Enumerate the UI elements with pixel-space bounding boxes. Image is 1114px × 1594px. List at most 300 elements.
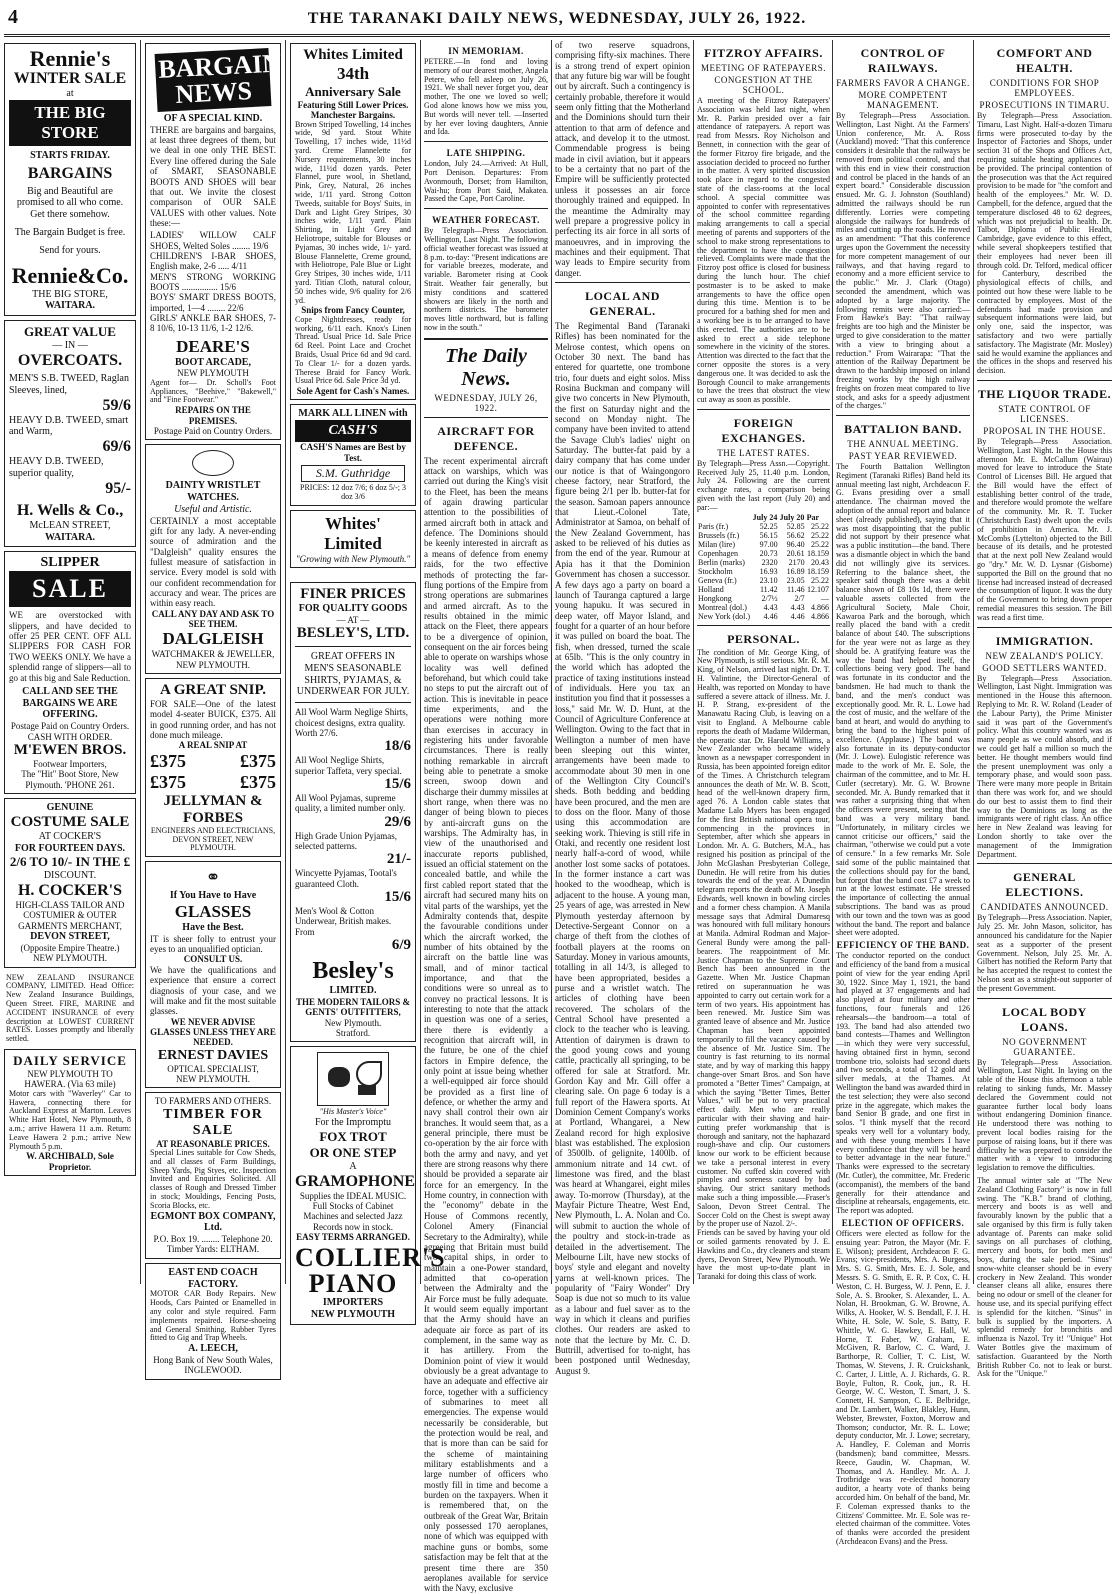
cash-names-logo: CASH'S <box>295 420 411 442</box>
slipper-sub: Footwear Importers, <box>33 758 107 769</box>
gramophone-body: Full Stocks of Cabinet Machines and selected Jazz Records now in stock. <box>303 1200 403 1232</box>
exchange-header-cell: July 24 <box>752 512 778 522</box>
liquor-body: By Telegraph—Press Association. Wellington, Last Night. In the House this afternoon Mr. E. McCallum (Wairau) moved for leave to introduce the State Control of Licenses Bill. He argued that the Bill would have the effect of establishing better control of the trade, and therefore would promote the welfare of the community. Mr. R. T. Tucker (Christchurch East) dwelt upon the evils of prohibition in America. Mr. J. McCombs (Lyttelton) objected to the Bill because of its details, and he protested that at the next poll New Zealand would go "dry." Mr. W. D. Lysnar (Gisborne) supported the Bill on the ground that no license had increased instead of decreased the consumption of liquor. It was the duty of the Government to bring down proper remedial measures this session. The Bill was read a first time. <box>977 436 1112 622</box>
band-sub: THE ANNUAL MEETING. <box>847 439 959 450</box>
rennie-budget: The Bargain Budget is free. <box>14 227 126 239</box>
divider <box>424 417 548 418</box>
costume-sub: HIGH-CLASS TAILOR AND COSTUMIER & OUTER GARMENTS MERCHANT, <box>15 900 125 931</box>
cash-sample-tape: S.M. Guthridge <box>301 465 405 482</box>
column-rule <box>693 40 694 1284</box>
exchange-rate: 4.866 <box>811 602 829 612</box>
glasses-never: WE NEVER ADVISE GLASSES UNLESS THEY ARE NEEDED. <box>150 1016 276 1048</box>
column-rule <box>832 40 833 1284</box>
reading-notices: The annual winter sale at "The New Zealand Clothing Factory" is now in full swing. The "K.B." brand of clothing, mercery and boots is as well and favourably known by the public that a sale organised by this firm is fully taken advantage of. Parents can make solid savings on all purchases of clothing, mercery and boots, for both men and boys, during the sale period. "Sinus" snow-white cleanser should be in every crockery in New Zealand. This wonder cleanser cleans all alike, ensures there being no odour or smell of the cleaner for house use, and its special purifying effect is splendid for the kitchen. "Sinus" in bulk is supplied by the importers. A splendid remedy for bronchitis and influenza is Nazol. Try it! "Unique" Hot Water Bottles give the maximum of satisfaction. Guaranteed by the North British Rubber Co. not to leak or burst. Ask for the "Unique." <box>977 1175 1112 1379</box>
exchange-rate: 25.22 <box>811 539 829 549</box>
weather-body: By Telegraph—Press Association. Wellington, Last Night. The following official weather forecast was issued at 8 p.m. to-day: "Present indications are for variable breezes, moderate, and variable. Barometer rising at Cook Strait. Weather fair generally, but misty conditions and scattered showers are likely in the north and northern districts. The barometer moves little northward, but is falling now in the south." <box>424 226 548 332</box>
bargain-body: THERE are bargains and bargains, at least three degrees of them, but we deal in one only THE BEST. Every line offered during the Sale of SMART, SEASONABLE BOOTS AND SHOES will bear that out. We invite the closest comparison of OUR SALE VALUES with other values. Note these:— <box>150 124 276 228</box>
besley-item-1: All Wool Warm Neglige Shirts, choicest designs, extra quality. Worth 27/6. <box>295 707 408 738</box>
nz-insurance-notice: NEW ZEALAND INSURANCE COMPANY, LIMITED. Head Office: New Zealand Insurance Buildings, Queen Street. FIRE, MARINE and ACCIDENT INSURANCE of every description at LOWEST CURRENT RATES. Losses promptly and liberally settled. <box>6 972 134 1044</box>
dalgleish-name: DALGLEISH <box>162 629 264 649</box>
besley-sub: THE MODERN TAILORS & GENTS' OUTFITTERS, <box>296 996 410 1018</box>
exchange-rate: 11.42 <box>759 584 778 594</box>
cash-names: CASH'S Names are Best by Test. <box>300 442 406 463</box>
bargain-line-1: LADIES' WILLOW CALF SHOES, Welted Soles ........ 19/6 <box>150 230 276 251</box>
snip-price-right: £375 <box>240 750 276 771</box>
exchange-row <box>697 612 830 621</box>
exchanges-sub: THE LATEST RATES. <box>717 447 810 458</box>
election-heading: ELECTION OF OFFICERS. <box>841 1218 965 1229</box>
efficiency-body: The conductor reported on the conduct and efficiency of the band from a musical point of view for the year ending April 30, 1922. Since May 1, 1921, the band had played at 37 engagements and had also played at four military and other functions, four funerals and 126 rehearsals—the bandroom—a total of 193. The band had also attended two band contests—Thames and Wellington—in which they were very successful, having obtained first in hymn, second trombone trio, soloists had second duets and two seconds, a total of 12 gold and silver medals, at the Thames. At Wellington the band was awarded third in the test selection; they were also second prize in the aggregate, which makes the band Senior B grade, and one first in solos. "I think myself that the record speaks very well for a voluntary body, and with these young members I have every confidence that they will be heard to better advantage in the near future." Thanks were expressed to the secretary (Mr. Cutler), the committee, Mr. Frederic (accompanist), the members of the band generally for their attendance and discipline at rehearsals, engagements, etc. The report was adopted. <box>836 951 970 1216</box>
gramophone-easy: EASY TERMS ARRANGED. <box>296 1231 410 1242</box>
glasses-body-2: We have the qualifications and experience that ensure a correct diagnosis of your case, and we will make and fit the most suitable glasses. <box>150 964 276 1017</box>
divider <box>836 415 970 416</box>
slipper-address: The "Hit" Boot Store, New Plymouth. 'PHONE 261. <box>21 769 119 790</box>
gramophone-title: GRAMOPHONE <box>295 1172 415 1190</box>
timber-po: P.O. Box 19. ........ Telephone 20. <box>153 1234 273 1245</box>
slipper-body: WE are overstocked with slippers, and have decided to offer 25 PER CENT. OFF ALL SLIPPERS FOR CASH FOR TWO WEEKS ONLY. We have a splendid range of slippers—all to go at this big and Sale Reduction. <box>9 610 131 683</box>
slipper-postage: Postage Paid on Country Orders. <box>10 721 130 732</box>
deare-name: DEARE'S <box>176 336 250 356</box>
besley-advert <box>290 582 416 1042</box>
whites-banner <box>290 510 416 568</box>
loans-sub: NO GOVERNMENT GUARANTEE. <box>1002 1036 1087 1057</box>
aircraft-continued: of two reserve squadrons, comprising fifty-six machines. There is a strong trend of expert opinion that any future big war will be fought out by aircraft. Such a contingency is certainly probable, therefore it would seem only fitting that the Motherland and the Dominions should turn their attention to that arm of defence and attack, and develop it to the utmost. Commendable progress is being made in civil aviation, but it appears to be a certainty that no part of the Empire will be sufficiently protected unless it possesses an air force thoroughly trained and equipped. In the meantime the Admiralty may well prepare a progressive policy in perfecting its air force in all sorts of manoeuvres, and in improving the machines and their equipment. That way leads to Empire security from danger. <box>555 40 690 278</box>
exchange-rate: 20.43 <box>811 557 829 567</box>
collier-name: COLLIER'S <box>295 1243 446 1273</box>
besley-price-1: 18/6 <box>384 738 411 755</box>
glasses-title-2: GLASSES <box>174 902 252 921</box>
rennie-at: at <box>66 88 74 100</box>
davies-sub: OPTICAL SPECIALIST, <box>167 1063 259 1074</box>
cash-mark: MARK ALL LINEN with <box>298 408 408 420</box>
timber-to: TO FARMERS AND OTHERS. <box>154 1096 272 1107</box>
besley-for: FOR QUALITY GOODS <box>298 602 408 614</box>
bargain-line-4: BOYS' SMART DRESS BOOTS, imported, 1—4 ........ 22/6 <box>150 292 276 313</box>
whites-body: Brown Striped Towelling, 14 inches wide, 9d yard. Stout White Towelling, 17 inches wide, 11½d yard. Creme Flannelette for Nursery requirements, 30 inches wide, 11½d dozen yards. Peter Flannel, pure wool, in Shetland, Pink, Grey, Natural, 26 inches wide, 1/11 yard. Strong Cotton Tweeds, suitable for Boys' Suits, in Dark and Light Grey Stripes, 30 inches wide, 1/11 yard. Plain Shirting, in Light Grey and Heliotrope, suitable for Blouses or Pyjamas, 30 inches wide, 1/- yard. Blouse Flannelette, Creme ground, with Heliotrope, Pale Blue or Light Grey Stripes, 30 inches wide, 1/11 yard. Titian Cloth, natural colour, 50 inches wide, 9/6 quality for 2/6 yd. <box>295 119 411 305</box>
elections-body: By Telegraph—Press Association. Napier, July 25. Mr. John Mason, solicitor, has announced his candidature for the Napier seat as a supporter of the present Government. Nelson, July 25. Mr. A. Gilbert has notified the Reform Party that he has accepted the request to contest the Nelson seat as a straight-out supporter of the present Government. <box>977 913 1112 993</box>
glasses-consult: CONSULT US. <box>183 954 243 965</box>
wells-line-1: MEN'S S.B. TWEED, Raglan Sleeves, lined, <box>9 373 129 396</box>
rennie-co: Rennie&Co. <box>11 262 129 288</box>
local-general-body: The Regimental Band (Taranaki Rifles) has been nominated for the Melrose contest, which opens on October 30 next. The band has entered for quartette, one trombone trio, four duets and eight solos. Miss Rosina Buckman and company will give two concerts in New Plymouth, the first on Saturday night and the second on Monday night. The company have been invited to attend the Savage Club's ladies' night on Saturday. The butter-fat paid by a dairy company that has come under our notice is that of Waingongoro cheese factory, near Stratford, the figure being 2/1 per lb. butter-fat for the season. Samoan papers announce that Lieut.-Colonel Tate, Administrator at Samoa, on behalf of the New Zealand Government, has asked to be relieved of his duties as from the end of the year. Rumour at Apia has it that the Dominion Government has chosen a successor. A few days ago a party on board a launch of Tauranga captured a large young hapuku. It was secured in deep water, off Mayor Island, and fought for a quarter of an hour before it was pulled on board the boat. The fish, when dressed, turned the scale at 65lb. "This is the only country in the world which has adopted the practice of taxing institutions instead of individuals. Here you tax an institution you find that it possesses a loss," said Mr. W. D. Hunt, at the Council of Agriculture Conference at Wellington. Owing to the fact that in Wellington a number of men have been sleeping out this winter, arrangements have been made to accommodate about 30 men in one of the Wellington City Council's sheds. Both bedding and bedding have been procured, and the men are to doss on the floor. Many of those using this accommodation are seeking work. Thieving is still rife in Otaki, and recently one resident lost nearly half-a-cord of wood, while another lost some sacks of potatoes. In the former instance a cart was hooked to the woodheap, which is adjacent to the house. A young man, 25 years of age, was arrested in New Plymouth yesterday afternoon by Detective-Sergeant Connor on a charge of theft from the clothes of football players at the rooms on Saturday. Money in various amounts, totalling in all 14/3, is alleged to have been appropriated, besides a purse and a wristlet watch. The articles of clothing have been recovered. The scholars of the Central School have presented a clock to the teacher who is leaving. Attention of dairymen is drawn to the good young cows and young cattle, practically all springing, to be offered for sale at Stratford. Mr. Gordon Kay and Mr. Gill offer a clearing sale. On page 6 today is a full report of the Hawera sports. At Dominion Cement Company's works at Portland, Whangarei, a New Zealand record for high explosive blast was established. The explosion of 3500lb. of gelignite, 1400lb. of ammonium nitrate and 14 cwt. of limestone was fired, and the blast was heard at Whangarei, eight miles away. To-morrow (Thursday), at the Mayfair Picture Theatre, West End, New Plymouth, L. A. Nolan and Co. will submit to auction the whole of the poultry and stock-in-trade as detailed in the advertisement. The Melbourne Lilt, have new stocks of boys' style and elegant and novelty yarns at well-known prices. The popularity of "Fairy Wonder" Dry Soap is due not so much to its value as a labour and fuel saver as to the way in which it cleans and purifies clothes. Our readers are asked to note that the lecture by Mr. C. D. Buttrill, advertised for to-night, has been postponed until Wednesday, August 9. <box>555 320 690 1376</box>
exchanges-heading: FOREIGN EXCHANGES. <box>721 415 806 445</box>
exchange-rate: 25.22 <box>811 530 829 540</box>
timber-title: TIMBER FOR SALE <box>163 1106 263 1138</box>
shipping-body: London, July 24.—Arrived: At Hull, Port Denison. Departures: From Avonmouth, Dorset; from Hamilton, Wai-hu; from Port Said, Makatea. Passed the Cape, Port Caroline. <box>424 159 548 204</box>
column-rule <box>420 40 421 1284</box>
costume-for: FOR FOURTEEN DAYS. <box>14 842 126 854</box>
page-number: 4 <box>8 6 18 28</box>
divider <box>977 627 1112 628</box>
liquor-sub-2: PROPOSAL IN THE HOUSE. <box>983 425 1106 436</box>
glasses-advert <box>145 861 281 1088</box>
deare-sub: BOOT ARCADE, <box>175 356 251 368</box>
health-sub: CONDITIONS FOR SHOP EMPLOYEES. <box>989 78 1100 98</box>
rennie-sale: WINTER SALE <box>13 70 127 88</box>
fitzroy-body: A meeting of the Fitzroy Ratepayers' Association was held last night, when Mr. R. Parkin presided over a fair attendance of ratepayers. A report was read from Messrs. Roy Nicholson and Bennett, in connection with the gear of the former Fitzroy fire brigade, and the association decided to proceed no further in the matter. A very spirited discussion took place in regard to the congested state of the class-rooms at the local school. A special committee was appointed to confer with representatives of the school committee regarding making arrangements to call a special meeting of parents and supporters of the school to make strong representations to the department to have the congestion relieved. Complaints were made that the Fitzroy post office is closed for business during the lunch hour. The chief postmaster is to be asked to make arrangements to have the office open during this time. Mention is to be procured for a bathing shed for men and a working bee is to be arranged to have this erected. The authorities are to be asked to erect a side telephone somewhere in the vicinity of the stores. Attention was directed to the fact that the corner opposite the stores is a very dangerous one. It was decided to ask the Borough Council to make arrangements to have the trees that obstruct the view cut away as soon as possible. <box>697 96 830 405</box>
liquor-sub: STATE CONTROL OF LICENSES. <box>998 403 1091 424</box>
exchange-rows <box>697 522 830 621</box>
wells-advert <box>4 320 136 547</box>
election-body: Officers were elected as follow for the ensuing year: Patron, the Mayor (Mr. F. E. Wilson); president, Archdeacon F. G. Evans; vice-presidents, Mrs. A. Burgess, Mrs. S. G. Smith, Mrs. E. J. Sole, and Messrs. S. G. Smith, E. R. P. Cox, C. H. Weston, C. H. Burgess, W. J. Penn, E. J. Sole, A. S. Brooker, S. Alexander, L. A. Nolan, H. Brookman, G. W. Browne, A. Wilks, A. Hooker, W. S. Bendall, F. J. H. White, H. Sole, W. Sole, S. Batty, F. Whittle, W. G. Hawkey, E. Hall, W. Horne, T. Faber, W. Graham, E. McGiven, R. Barlow, C. C. Ward, J. Barthorpe, R. Collier, T. C. List, W. Thomas, W. Stevens, J. R. Cruickshank, C. Carter, J. Little, A. J. Richards, G. R. Boyle, Fulton, R. Cook, jun., R. H. George, W. C. Weston, T. Smart, J. S. Connett, H. Sampson, C. E. Belbridge, and Dr. Lambert, Walker, Blakley, Hunn, Webster, Brewster, Foxton, Morrow and Thomson; conductor, Mr. R. L. Lowe; deputy conductor, Mr. J. Lowe; secretary, A. Handley, F. Coleman and Morris (bandsmen); band committee, Messrs. Reece, Gaudin, W. Chapman, W. Thomas, and A. Handley. Mr. A. J. Trotbridge was re-elected honorary auditor, a hearty vote of thanks being accorded him. On behalf of the band, Mr. F. Coleman expressed thanks to the Citizens' Committee. Mr. E. Sole was re-elected chairman of the committee. Votes of thanks were accorded the president (Archdeacon Evans) and the Press. <box>836 1229 970 1546</box>
besley-price-3: 29/6 <box>384 813 411 830</box>
immigration-body: By Telegraph—Press Association. Wellington, Last Night. Immigration was mentioned in the House this afternoon. Replying to Mr. R. W. Roland (Leader of the Labour Party), the Prime Minister said it was part of the Government's policy. What this country wanted was as many people as we could absorb, and if we could get half a million so much the better. He thought members would find the present unemployment was only a temporary phase, and would soon pass. There were many more people in Britain than there was work for, and we should do our best to assist them to find their way to the Dominions as long as the immigrants were of right class. An office here in New Zealand was leaving for London shortly to take over the management of the Immigration Department. <box>977 673 1112 859</box>
costume-discount-range: 2/6 TO 10/- IN THE £ <box>9 854 131 870</box>
gramophone-for: For the Impromptu <box>314 1117 392 1129</box>
exchange-rate: 56.15 <box>759 530 778 540</box>
besley-price-4: 21/- <box>386 851 411 868</box>
collier-town: NEW PLYMOUTH <box>310 1309 396 1321</box>
besley-offers: GREAT OFFERS IN MEN'S SEASONABLE SHIRTS, PYJAMAS, & UNDERWEAR FOR JULY. <box>296 651 410 698</box>
local-general-heading: LOCAL AND GENERAL. <box>585 288 660 318</box>
column-3 <box>288 40 446 1321</box>
rennie-co-sub: THE BIG STORE, <box>32 288 108 300</box>
wells-line-2: HEAVY D.B. TWEED, smart and Warm, <box>9 414 129 438</box>
exchange-rate: 2170 <box>788 557 805 567</box>
memoriam-body: PETERE.—In fond and loving memory of our dearest mother, Angela Petere, who fell asleep on July 26, 1921. We shall never forget you, dear mother, The one we loved so well; God alone knows how we miss you, But words will never tell. —Inserted by her ever loving daughters, Annie and Ida. <box>424 57 548 137</box>
aircraft-heading: AIRCRAFT FOR DEFENCE. <box>437 423 535 453</box>
costume-sale: COSTUME SALE <box>10 813 130 830</box>
costume-opposite: (Opposite Empire Theatre.) <box>20 942 120 953</box>
exchange-centre: Copenhagen <box>698 548 738 558</box>
exchange-rate: 2/7½ <box>761 593 778 603</box>
immigration-heading: IMMIGRATION. <box>995 633 1094 648</box>
exchange-rate: 11.46 <box>786 584 805 594</box>
whites-anniversary: Anniversary Sale <box>305 84 401 99</box>
railways-heading: CONTROL OF RAILWAYS. <box>860 46 946 75</box>
exchange-rate: 18.159 <box>807 548 829 558</box>
slipper-sale: SALE <box>9 571 131 607</box>
besley-item-6: Men's Wool & Cotton Underwear, British makes. From <box>295 906 392 937</box>
collier-piano: PIANO <box>308 1269 398 1299</box>
spectacles-icon: ⚭ <box>205 867 221 888</box>
gramophone-sub: Supplies the IDEAL MUSIC. <box>299 1190 407 1201</box>
divider <box>977 380 1112 381</box>
exchange-rate: 96.40 <box>786 539 805 549</box>
exchange-centre: Brussels (fr.) <box>698 530 740 540</box>
besley-price-5: 15/6 <box>384 889 411 906</box>
divider <box>295 702 411 703</box>
exchange-row <box>697 585 830 594</box>
bargain-line-5: GIRLS' ANKLE BAR SHOES, 7-8 10/6, 10-13 11/6, 1-2 12/6. <box>150 312 276 334</box>
exchange-rate: 2/7 <box>794 593 805 603</box>
watch-body: CERTAINLY a most acceptable gift for any lady. A never-ending source of admiration and the "Dalgleish" quality ensures the fullest measure of satisfaction in service. Every model is sold with our confident recommendation for accuracy and wear. The prices are within easy reach. <box>150 515 276 609</box>
fitzroy-sub: MEETING OF RATEPAYERS. <box>700 63 827 73</box>
deare-agent: Agent for— Dr. Scholl's Foot Appliances, "Beehive," "Bakewell," and "Fine Footwear." <box>150 377 276 405</box>
snip-price-left-2: £375 <box>150 771 186 792</box>
health-sub-2: PROSECUTIONS IN TIMARU. <box>979 100 1110 110</box>
masthead-rule <box>4 34 1110 37</box>
glasses-title-3: Have the Best. <box>182 922 244 933</box>
wells-price-2: 69/6 <box>102 438 131 456</box>
rennie-starts: STARTS FRIDAY. <box>30 149 110 161</box>
timber-at: AT REASONABLE PRICES. <box>156 1138 270 1149</box>
column-6 <box>697 40 830 1284</box>
gramophone-a: A <box>349 1160 357 1172</box>
coach-body: MOTOR CAR Body Repairs. New Hoods, Cars Painted or Enamelled in any color and style required. Farm implements repaired. Horse-shoeing and General Smithing. Rubber Tyres fitted to Gig and Trap Wheels. <box>150 1289 276 1343</box>
exchange-header-row <box>697 513 830 522</box>
whites-slogan: "Growing with New Plymouth." <box>295 553 411 564</box>
exchange-rate: 20.61 <box>786 548 805 558</box>
whites-name: Whites Limited <box>303 47 403 63</box>
railways-body: By Telegraph—Press Association. Wellington, Last Night. At the Farmers' Union conference, Mr. A. Ross (Auckland) moved: "That this conference considers it desirable that the railways be removed from political control, and that with this end in view their construction and control be placed in the hands of an expert board." Considerable discussion ensued. Mr. G. J. Johnston (Southland) admitted the railways should be run differently. Lorries were competing alongside the railways for hundreds of miles and cutting up the roads. He moved as an amendment: "That this conference urges upon the Government the necessity for more competent management of our railways, and that having regard to economy and a more efficient service to the public." Mr. J. Clark (Otago) seconded the amendment, which was adopted by a large majority. The following remits were also carried:— From Hawke's Bay: "That railway freights are too high and the Minister be urged to give consideration to the matter with a view to bringing about a reduction." From Wairarapa: "That the attention of the Railway Department be drawn to the hardship imposed on inland freezing works by the high railway freights on frozen meat compared to live stock, and asks for a speedy adjustment of the charges." <box>836 111 970 411</box>
column-rule <box>285 40 286 1284</box>
loans-heading: LOCAL BODY LOANS. <box>1002 1004 1087 1034</box>
gramophone-advert <box>290 1046 446 1325</box>
bargain-line-3: MEN'S STRONG WORKING BOOTS ................ 15/6 <box>150 271 276 292</box>
weather-heading: WEATHER FORECAST. <box>432 215 540 226</box>
exchange-rate: 23.10 <box>759 575 778 585</box>
slipper-title: SLIPPER <box>40 555 100 571</box>
divider <box>697 409 830 410</box>
exchange-row <box>697 567 830 576</box>
dalgleish-advert <box>145 444 281 674</box>
besley-item-3: All Wool Pyjamas, supreme quality, a limited number only. <box>295 792 406 814</box>
divider <box>295 646 411 647</box>
fitzroy-heading: FITZROY AFFAIRS. <box>704 46 823 60</box>
wells-price-1: 59/6 <box>102 396 131 414</box>
wells-address: McLEAN STREET, <box>29 519 111 531</box>
gramophone-his-masters-voice: "His Master's Voice" <box>319 1107 387 1117</box>
immigration-sub-2: GOOD SETTLERS WANTED. <box>982 662 1107 673</box>
gramophone-fox: FOX TROT <box>319 1128 387 1144</box>
coach-factory-advert <box>145 1263 281 1380</box>
memoriam-heading: IN MEMORIAM. <box>448 46 524 56</box>
exchange-centre: Paris (fr.) <box>698 521 729 531</box>
exchange-header-cell: Par <box>806 512 820 522</box>
daily-service-sub: NEW PLYMOUTH TO HAWERA. (Via 63 mile) <box>24 1069 116 1090</box>
rennie-name: Rennie's <box>29 46 111 71</box>
costume-genuine: GENUINE <box>46 801 94 813</box>
exchange-rate: 12.107 <box>807 584 829 594</box>
daily-service-title: DAILY SERVICE <box>13 1053 127 1069</box>
divider <box>424 141 548 142</box>
besley-limited: LIMITED. <box>329 985 377 997</box>
railways-sub-2: MORE COMPETENT MANAGEMENT. <box>858 90 948 110</box>
collier-importers: IMPORTERS <box>322 1297 384 1309</box>
slipper-name: M'EWEN BROS. <box>13 741 127 758</box>
exchange-row <box>697 549 830 558</box>
gramophone-or: OR ONE STEP <box>309 1144 397 1160</box>
deare-town: NEW PLYMOUTH <box>177 368 249 379</box>
divider <box>424 208 548 209</box>
exchange-rate: — <box>821 593 829 603</box>
wells-name: H. Wells & Co., <box>16 501 124 519</box>
exchange-row <box>697 522 830 531</box>
exchange-header-cell: July 20 <box>779 512 805 522</box>
wells-town: WAITARA. <box>44 531 96 543</box>
personal-body: The condition of Mr. George King, of New Plymouth, is still serious. Mr. R. M. King, of Nelson, arrived last night. Dr. T. H. Valintine, the Director-General of Health, was reported on Monday to have suffered a severe attack of illness. Mr. J. H. P. Strang, ex-president of the Manawatu Racing Club, is leaving on a visit to England. A Melbourne cable reports the death of Madame Wilderman, the operatic star. Dr. Harold Williams, a New Zealander who became widely known as a newspaper correspondent in Russia, has been appointed foreign editor of the Times. A Christchurch telegram announces the death of Mr. W. B. Scott, head of the well-known drapery firm, aged 76. A London cable states that Madame Lalo Myers has been engaged for the first British national opera tour, commencing in the provinces in September, after which she appears in London. Mr. A. G. Butchers, M.A., has resigned his position as principal of the John McGlashan Presbyterian College, Dunedin. He will retire from his duties towards the end of the year. A Dunedin telegram reports the death of Mr. Joseph Edwards, well known in bowling circles and a former chess champion. A Manila message says that Admiral Dumaresq was honoured with full military honours at Manila. Admiral Rodman and Major-General Bundy were among the pall-bearers. The reappointment of Mr. Justice Chapman to the Supreme Court Bench has been announced in the Gazette. When Mr. Justice Chapman retired on superannuation he was appointed to carry out certain work for a term of two years. His appointment has been renewed. Mr. Justice Sim was granted leave of absence and Mr. Justice Chapman has been appointed temporarily to fill the vacancy caused by the absence of Mr. Justice Sim. The country is fast returning to its normal state, and by way of marking this happy change-over Smart Bros. and Son have promoted a "Better Times" Campaign, at which the saying "Better Times, Better Values," will be put to very practical effect daily. Men who are really particular with their shaving and hair-cutting prefer workmanship that is thorough and sanitary, not the haphazard rough-shave and clip. Our customers know our work to be efficient because we take a personal interest in every customer. No cuffed skin covered with pimples and soreness caused by bad shaving. Our strict sanitary methods make such a thing impossible.—Fraser's Saloon, Devon Street Central. The Soccer Cold on the Chest is swept away by the proper use of Nazol. 2/-. <box>697 647 830 1229</box>
column-4 <box>424 40 548 1594</box>
exchange-rate: 23.05 <box>786 575 805 585</box>
watch-call: CALL ANY DAY AND ASK TO SEE THEM. <box>151 608 275 630</box>
snip-body: FOR SALE—One of the latest model 4-seater BUICK, £375. All in good running order, and has not done much mileage. <box>150 699 276 741</box>
snip-price-right-2: £375 <box>240 771 276 792</box>
costume-discount: DISCOUNT. <box>43 870 97 882</box>
dalgleish-address: WATCHMAKER & JEWELLER, NEW PLYMOUTH. <box>151 649 275 670</box>
his-masters-voice-logo <box>317 1052 389 1106</box>
railways-sub: FARMERS FAVOR A CHANGE. <box>836 78 970 88</box>
whites-agent: Sole Agent for Cash's Names. <box>296 386 410 397</box>
costume-advert <box>4 798 136 968</box>
cash-names-advert <box>290 404 416 505</box>
health-heading: COMFORT AND HEALTH. <box>996 46 1093 75</box>
watch-title: DAINTY WRISTLET WATCHES. <box>165 480 261 504</box>
whites-snips: Snips from Fancy Counter, <box>301 305 405 316</box>
daily-service-name: W. ARCHIBALD, Sole Proprietor. <box>26 1151 114 1172</box>
exchange-centre: Berlin (marks) <box>698 557 745 567</box>
besley-price-2: 15/6 <box>384 775 411 792</box>
exchange-rate: 52.85 <box>786 521 805 531</box>
besley-at: — AT — <box>336 614 370 625</box>
rennie-body: Big and Beautiful are promised to all who come. Get there somehow. <box>16 185 124 221</box>
exchange-centre: Geneva (fr.) <box>698 575 737 585</box>
snip-title: A GREAT SNIP. <box>159 682 266 699</box>
whites-big-name: Whites' Limited <box>324 513 382 553</box>
column-2 <box>143 40 283 1376</box>
elections-heading: GENERAL ELECTIONS. <box>1005 870 1084 900</box>
elections-sub: CANDIDATES ANNOUNCED. <box>980 902 1109 913</box>
health-body: By Telegraph—Press Association. Timaru, Last Night. Half-a-dozen Timaru firms were prosecuted to-day by the Inspector of Factories and Shops, under section 31 of the Shops and Offices Act, requiring suitable heating appliances to be provided. The principal contention of the prosecution was that the Act required provision to be made for "the comfort and health of the employees." Mr. W. D. Campbell, for the defence, argued that the temperature disclosed 48 to 62 degrees, which was not prejudicial to health. Dr. Talbot, Diploma of Public Health, Cambridge, gave evidence to this effect, while several shopkeepers testified that their employees had never been ill through cold. Dr. Telford, medical officer for Canterbury, described the physiological effects of chills, and pointed out how these were liable to be contracted by employees. Most of the defendants had made provision and subsequent informations were laid, but only one, said the inspector, was satisfactory and two were partially satisfactory. The Magistrate (Mr. Mosley) said he would examine the appliances and the offices in the shops and reserved his decision. <box>977 111 1112 376</box>
personal-heading: PERSONAL. <box>727 631 800 646</box>
exchange-rate: 4.46 <box>790 611 805 621</box>
exchange-rate: 18.159 <box>807 566 829 576</box>
costume-name: H. COCKER'S <box>17 882 122 900</box>
divider <box>977 998 1112 999</box>
bargain-special: OF A SPECIAL KIND. <box>163 113 263 124</box>
timber-advert <box>145 1092 281 1259</box>
exchange-rate: 52.25 <box>759 521 778 531</box>
daily-service-advert <box>4 1049 136 1176</box>
exchange-row <box>697 576 830 585</box>
costume-street: DEVON STREET, <box>30 931 110 943</box>
bargain-news-title: BARGAIN NEWS <box>155 48 272 112</box>
besley-stratford: Stratford. <box>335 1027 371 1038</box>
whites-34th: 34th <box>336 64 370 83</box>
snip-prices <box>150 751 276 772</box>
column-1 <box>2 40 138 1284</box>
exchange-centre: Stockholm <box>698 566 733 576</box>
besley-item-2: All Wool Neglige Shirts, superior Taffeta, very special. <box>295 755 402 776</box>
paper-nameplate: The Daily News. <box>445 344 527 390</box>
exchange-rates-table <box>697 513 830 621</box>
wells-great: GREAT VALUE <box>24 324 116 340</box>
exchange-rate: 4.43 <box>790 602 805 612</box>
cash-prices: PRICES: 12 doz 7/6; 6 doz 5/-; 3 doz 3/6 <box>300 482 406 501</box>
divider <box>697 625 830 626</box>
aircraft-body: The recent experimental aircraft attack on warships, which was carried out during the King's visit to the Fleet, has been the means of again drawing particular attention to the possibilities of armed aircraft both in attack and defence. The Dominions should be keenly interested in aircraft as a means of defence from enemy raids, for the two effective methods of protecting the far-flung portions of the Empire from strong operations are submarines and armed aircraft. As to the results obtained in the mimic attack on the Fleet, there appears to be a divergence of opinion, consequent on the air forces being able to operate on warships whose locality was well defined beforehand, but which could take no steps to put the aircraft out of action. This is inevitable in peace time experiments, and the operations were nothing more than exercises in accuracy in registering hits under favorable circumstances. There is really nothing remarkable in aircraft being able to penetrate a smoke screen, swoop down and discharge their dummy missiles at short range, when there was no danger of being blown to pieces by anti-aircraft guns on the warships. The Admiralty has, in view of the unauthorised and inaccurate reports published, issued an official statement on the concealed battle, and while the first cabled report stated that the aircraft had secured many hits on vital parts of the warships, yet the Admiralty contends that, despite the favourable conditions under which the aircraft worked, the number of hits obtained by the aircraft on the battle line was small, and of minor tactical importance, and that the conditions were so unreal as to convey no practical lessons. It is interesting to note that the attack in question was one of a series, there there is evidently a recognition that aircraft will, in the future, be one of the chief factors in Empire defence, the only point at issue being whether a well-equipped air force should be provided as a first line of defence, or whether the army and navy shall control their own air branches. It would seem that, as a general principle, there must be co-operation by the air force with both the army and navy, and yet there are strong reasons why there should be provided a separate air force for an emergency. In the Home country, in connection with the "economy" debate in the House of Commons recently, Colonel Amery (Financial Secretary to the Admiralty), while agreeing that Britain must build two capital ships, in order to maintain a one-Power standard, admitted that co-operation between the Admiralty and the Air Force must be fully adequate. It would seem equally important that the Army should have an adequate air force as part of its complement, in the same way as it has artillery. From the Dominion point of view it would obviously be a great advantage to have an adequate and effective air force, together with a sufficiency of submarines to meet all emergencies. The expense would necessarily be considerable, but the protection would be real, and that is more than can be said for the scheme of maintaining military establishments and a large number of officers who mostly fill in time and become a burden on the taxpayers. When it is remembered that, on the outbreak of the Great War, Britain only possessed 170 aeroplanes, none of which was equipped with machine guns or bombs, some satisfaction may be felt that at the present time there are 350 aeroplanes available for service with the Navy, exclusive <box>424 455 548 1594</box>
daily-service-body: Motor cars with "Waverley" Car to Hawera, connecting there for Auckland Express at Marton. Leaves White Hart Hotel, New Plymouth, 8 a.m.; arrive Hawera 11 a.m. Return: Leave Hawera 2 p.m.; arrive New Plymouth 5 p.m. <box>9 1088 131 1151</box>
column-5 <box>555 40 690 1376</box>
glasses-body: IT is sheer folly to entrust your eyes to an unqualified optician. <box>150 933 276 955</box>
egmont-name: EGMONT BOX COMPANY, Ltd. <box>150 1210 276 1234</box>
watch-sub: Useful and Artistic. <box>174 503 252 515</box>
besley-item-5: Wincyette Pyjamas, Tootal's guaranteed Cloth. <box>295 868 397 889</box>
besley-town: New Plymouth. <box>324 1017 382 1028</box>
glasses-title-1: If You Have to Have <box>169 890 257 902</box>
exchange-rate: 97.00 <box>759 539 778 549</box>
divider <box>424 338 548 340</box>
divider <box>555 282 690 283</box>
snip-prices-2 <box>150 772 276 793</box>
loans-body: By Telegraph—Press Association. Wellington, Last Night. In laying on the table of the House this afternoon a table relating to sinking funds, Mr. Massey declared the Government could not guarantee further local body loans without endangering Dominion finance. He understood there was nothing to prevent local bodies raising for the purpose of raising loans, but if there was difficulty he was prepared to consider the matter with a view to introducing legislation to remove the difficulties. <box>977 1057 1112 1173</box>
leech-name: A. LEECH, <box>188 1343 238 1355</box>
exchange-row <box>697 540 830 549</box>
bargain-news-advert <box>145 43 281 440</box>
paper-date: WEDNESDAY, JULY 26, 1922. <box>434 392 538 413</box>
exchange-rate: 25.22 <box>811 521 829 531</box>
davies-town: NEW PLYMOUTH. <box>176 1073 250 1084</box>
column-rule <box>551 40 552 1284</box>
snip-price-left: £375 <box>150 750 186 771</box>
rennie-store: THE BIG STORE <box>9 100 131 146</box>
efficiency-heading: EFFICIENCY OF THE BAND. <box>836 940 970 951</box>
jellyman-sub: ENGINEERS AND ELECTRICIANS, DEVON STREET, NEW PLYMOUTH. <box>150 825 276 853</box>
costume-at: AT COCKER'S <box>38 830 102 842</box>
rennie-bargains: BARGAINS <box>27 164 113 182</box>
exchange-row <box>697 531 830 540</box>
slipper-call: CALL AND SEE THE BARGAINS WE ARE OFFERING. <box>22 685 118 721</box>
wells-line-3: HEAVY D.B. TWEED, superior quality, <box>9 456 104 480</box>
besley-name: BESLEY'S, LTD. <box>296 625 410 642</box>
immigration-sub: NEW ZEALAND'S POLICY. <box>985 650 1104 661</box>
fitzroy-sub-2: CONGESTION AT THE SCHOOL. <box>714 75 813 95</box>
exchange-rate: 2320 <box>761 557 778 567</box>
deare-postage: Postage Paid on Country Orders. <box>153 425 273 436</box>
column-rule <box>140 40 141 1284</box>
wells-overcoats: OVERCOATS. <box>17 352 123 370</box>
davies-name: ERNEST DAVIES <box>157 1047 269 1063</box>
column-8 <box>977 40 1112 1379</box>
exchange-rate: 20.73 <box>759 548 778 558</box>
exchange-row <box>697 558 830 567</box>
exchange-rate: 4.46 <box>763 611 778 621</box>
exchange-rate: 56.62 <box>786 530 805 540</box>
exchange-rate: 4.866 <box>811 611 829 621</box>
newspaper-title: THE TARANAKI DAILY NEWS, WEDNESDAY, JULY 26, 1922. <box>307 10 807 27</box>
exchange-rate: 16.93 <box>759 566 778 576</box>
whites-featuring: Featuring Still Lower Prices. Manchester Bargains. <box>297 100 409 121</box>
exchanges-body: By Telegraph—Press Assn.—Copyright. Received July 25, 11.40 p.m. London, July 24. Following are the current exchange rates, a comparison being given with the last report (July 20) and par:— <box>697 458 830 512</box>
exchange-rate: 4.43 <box>763 602 778 612</box>
wristwatch-icon <box>192 450 234 476</box>
liquor-heading: THE LIQUOR TRADE. <box>977 386 1112 401</box>
exchange-centre: Montreal (dol.) <box>698 602 747 612</box>
band-body: The Fourth Battalion Wellington Regiment (Taranaki Rifles) Band held its annual meeting last night, Archdeacon F. G. Evans presiding over a small attendance. The chairman moved the adoption of the annual report and balance sheet (already published), saying that it was most disappointing that the public did not support by their presence what was a public institution—the band. There was a dismantle object in which the band did not willingly give its services. Referring to the balance sheet, the speaker said though there was a debit balance shown of £8 10s 1d, there were valuable assets collected from the Agricultural Society, Male Choir, Kawaroa Park and the borough, which really placed the band with a credit balance of about £40. The subscriptions for the year were not as large as they should be. A gratifying feature was the way the band had helped itself, the collections being very good. The band was fortunate in its conductor and the bandsmen. He had much to thank the band, and the men's conduct was exceptionally good. Mr. R. L. Lowe had the cost of music, and the welfare of the band at heart, and would do anything to bring the band to the highest point of excellence. (Applause.) The band was also fortunate in its deputy-conductor (Mr. J. Lowe). Eulogistic reference was made to the work of Mr. E. Sole, the chairman of the committee, and to Mr. H. Cutler (secretary). Mr. G. W. Browne seconded. Mr. A. Bundy remarked that it was rather a surprising thing that when the officers were present, seeing that the band was a very military band. "Unfortunately, in military circles we cannot criticise our officers," said the chairman, "otherwise we could put a vote of censure." In a few remarks Mr. Sole said some of the public maintained that the collections should pay for the band, but forgot that the band cost £7 a week to run at the lowest estimate. He stressed the importance of collecting the annual subscriptions. The band was as proud with our town and the town was as good without the band. The report and balance sheet were adopted. <box>836 462 970 938</box>
shipping-heading: LATE SHIPPING. <box>446 148 526 159</box>
exchange-centre: Milan (lire) <box>698 539 736 549</box>
band-heading: BATTALION BAND. <box>844 422 962 437</box>
divider <box>977 863 1112 864</box>
besley-big-name: Besley's <box>312 958 394 985</box>
bargain-line-2: CHILDREN'S I-BAR SHOES, English make, 2-6 ..... 4/11 <box>150 250 276 272</box>
exchange-centre: Holland <box>698 584 724 594</box>
besley-finer: FINER PRICES <box>300 585 406 602</box>
wells-in: — IN — <box>52 340 88 352</box>
exchange-header-cell <box>697 513 752 522</box>
besley-item-4: High Grade Union Pyjamas, selected patterns. <box>295 830 397 851</box>
masthead <box>0 0 1114 30</box>
costume-town: NEW PLYMOUTH. <box>33 953 107 964</box>
whites-body-2: Cope Nightdresses, ready for working, 6/11 each. Knox's Linen Thread. Usual Price 1d. Sale Price 6d Reel. Point Lace and Crochet Braids, Usual Price 6d and 9d card. To Clear 1/- for a dozen yards. Therese Braid for Fancy Work. Usual Price 6d. Sale Price 3d yd. <box>295 314 411 386</box>
rennie-co-town: WAITARA. <box>44 300 96 312</box>
exchange-rate: 16.89 <box>786 566 805 576</box>
column-7 <box>836 40 970 1546</box>
timber-body: Special Lines suitable for Cow Sheds, and all classes of Farm Buildings, Sheep Yards, Pig Styes, etc. Inspection Invited and Enquiries Solicited. All classes of Rough and Dressed Timber in stock; Mouldings, Fencing Posts, Scoria Blocks, etc. <box>150 1147 276 1210</box>
exchange-row <box>697 603 830 612</box>
leech-address: Hong Bank of New South Wales, INGLEWOOD. <box>153 1354 273 1376</box>
jellyman-name: JELLYMAN & FORBES <box>163 792 263 826</box>
